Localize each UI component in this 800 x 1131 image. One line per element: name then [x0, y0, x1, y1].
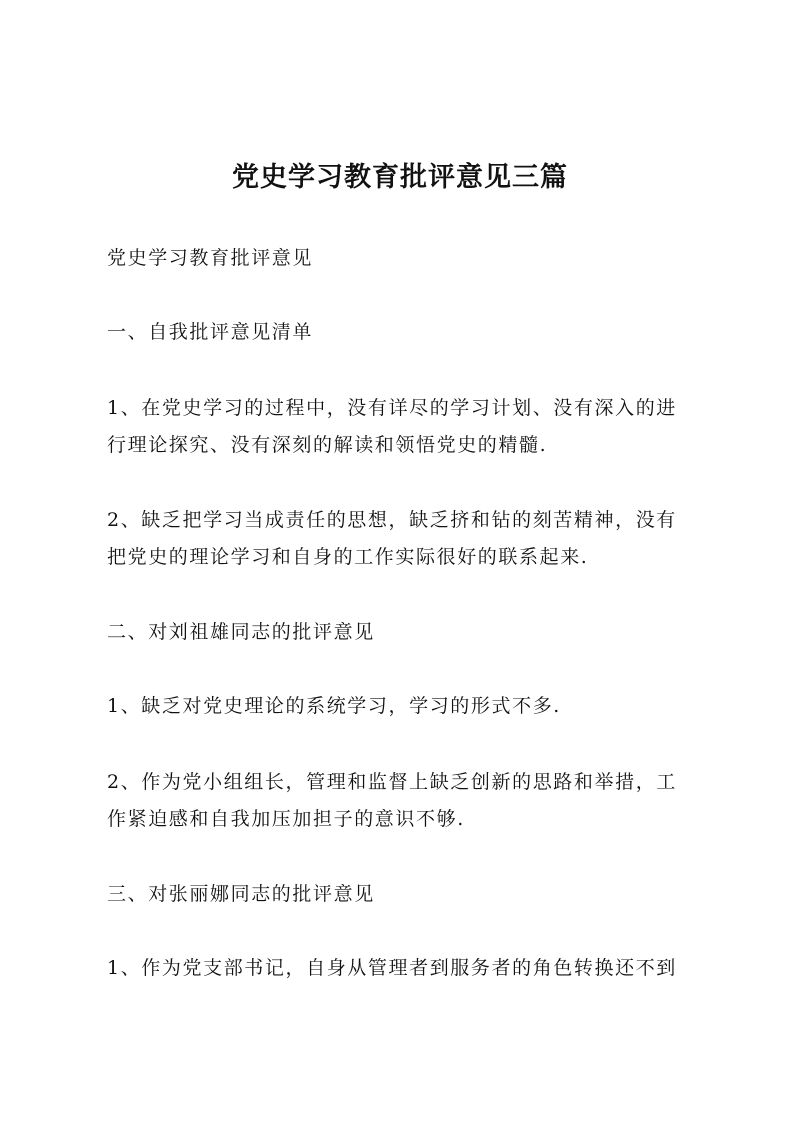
body-paragraph	[107, 950, 697, 987]
paragraph-line: 1、作为党支部书记，自身从管理者到服务者的角色转换还不到	[107, 957, 677, 979]
paragraph-line: 2、作为党小组组长，管理和监督上缺乏创新的思路和举措，工	[107, 771, 677, 793]
paragraph-line: 党史学习教育批评意见	[107, 247, 314, 269]
body-paragraph	[107, 502, 697, 576]
document-title: 党史学习教育批评意见三篇	[232, 162, 568, 193]
paragraph-line: 一、自我批评意见清单	[107, 321, 314, 343]
section-heading-self-criticism	[107, 314, 697, 351]
paragraph-line: 行理论探究、没有深刻的解读和领悟党史的精髓.	[107, 434, 548, 456]
paragraph-line: 把党史的理论学习和自身的工作实际很好的联系起来.	[107, 546, 589, 568]
section-heading-liu	[107, 614, 697, 651]
paragraph-line: 1、在党史学习的过程中，没有详尽的学习计划、没有深入的进	[107, 397, 677, 419]
body-paragraph	[107, 764, 697, 838]
paragraph-line: 2、缺乏把学习当成责任的思想，缺乏挤和钻的刻苦精神，没有	[107, 509, 677, 531]
paragraph-line: 二、对刘祖雄同志的批评意见	[107, 621, 375, 643]
subtitle-paragraph	[107, 240, 697, 277]
body-paragraph	[107, 390, 697, 464]
section-heading-zhang	[107, 876, 697, 913]
body-paragraph	[107, 688, 697, 725]
paragraph-line: 作紧迫感和自我加压加担子的意识不够.	[107, 808, 465, 830]
paragraph-line: 1、缺乏对党史理论的系统学习，学习的形式不多.	[107, 695, 561, 717]
paragraph-line: 三、对张丽娜同志的批评意见	[107, 883, 375, 905]
